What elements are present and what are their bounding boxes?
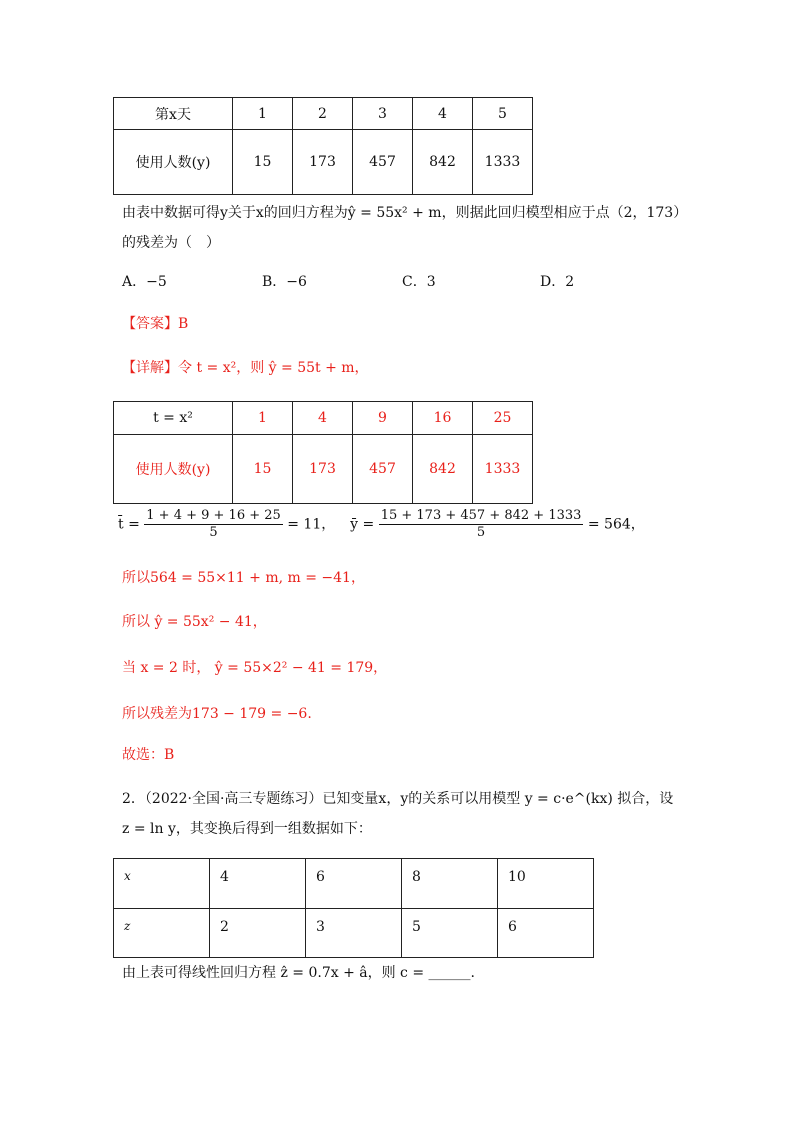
mean-y-numerator: 15 + 173 + 457 + 842 + 1333 xyxy=(380,508,582,523)
question-stem-line2: 的残差为（ ） xyxy=(122,235,220,251)
solution-residual-line: 所以残差为173 − 179 = −6. xyxy=(122,706,312,722)
mean-y-fraction xyxy=(379,508,584,541)
table-cell: 3 xyxy=(353,98,413,130)
question2-line1: 2．（2022·全国·高三专题练习）已知变量x，y的关系可以用模型 y = c·e^(kx) 拟合，设 xyxy=(122,791,674,807)
table-cell: 842 xyxy=(413,130,473,195)
mean-t-denominator: 5 xyxy=(209,525,218,540)
table-row xyxy=(114,402,533,435)
table-cell: 2 xyxy=(293,98,353,130)
mean-y-denominator: 5 xyxy=(476,525,486,540)
table-cell: 10 xyxy=(498,859,594,909)
table-cell: 1333 xyxy=(473,435,533,504)
table-cell: x xyxy=(114,859,210,909)
mean-y-result: = 564， xyxy=(587,516,645,533)
answer-line: 【答案】B xyxy=(122,316,189,332)
solution-equation-line: 所以 ŷ = 55x² − 41， xyxy=(122,614,267,630)
question-stem-line1: 由表中数据可得y关于x的回归方程为ŷ = 55x² + m，则据此回归模型相应于点（2，173） xyxy=(122,205,688,221)
option-a: A．−5 xyxy=(122,274,167,290)
option-d: D．2 xyxy=(540,274,575,290)
mean-y-label: ȳ = xyxy=(350,516,375,533)
mean-t-label: t̄ = xyxy=(118,516,140,533)
mean-t-fraction xyxy=(144,508,283,541)
table-cell: 1 xyxy=(233,98,293,130)
table-cell: 4 xyxy=(210,859,306,909)
table-cell: 5 xyxy=(473,98,533,130)
detail-line: 【详解】令 t = x²，则 ŷ = 55t + m， xyxy=(122,360,369,376)
solution-x2-line: 当 x = 2 时， ŷ = 55×2² − 41 = 179， xyxy=(122,660,388,676)
table-x-z xyxy=(113,858,594,958)
table-cell: 842 xyxy=(413,435,473,504)
table-cell: 15 xyxy=(233,130,293,195)
table-cell: 4 xyxy=(413,98,473,130)
table-cell: 2 xyxy=(210,909,306,958)
table-cell: 使用人数(y) xyxy=(114,130,233,195)
mean-t-numerator: 1 + 4 + 9 + 16 + 25 xyxy=(146,508,281,523)
table-cell: 8 xyxy=(402,859,498,909)
table-row xyxy=(114,98,533,130)
question2-tail: 由上表可得线性回归方程 ẑ = 0.7x + â，则 c = ______. xyxy=(122,965,475,981)
option-c: C．3 xyxy=(402,274,436,290)
table-t-users xyxy=(113,401,533,504)
table-cell: 9 xyxy=(353,402,413,435)
table-row xyxy=(114,859,594,909)
table-cell: 5 xyxy=(402,909,498,958)
table-cell: t = x² xyxy=(114,402,233,435)
table-cell: 第x天 xyxy=(114,98,233,130)
option-b: B．−6 xyxy=(262,274,307,290)
mean-t-result: = 11， xyxy=(287,516,336,533)
table-cell: 1 xyxy=(233,402,293,435)
means-line xyxy=(118,508,645,541)
table-day-users xyxy=(113,97,533,195)
table-row xyxy=(114,435,533,504)
table-cell: 使用人数(y) xyxy=(114,435,233,504)
table-cell: 1333 xyxy=(473,130,533,195)
table-cell: 3 xyxy=(306,909,402,958)
solution-m-line: 所以564 = 55×11 + m, m = −41， xyxy=(122,570,365,586)
table-cell: 457 xyxy=(353,130,413,195)
solution-choice-line: 故选：B xyxy=(122,747,175,763)
table-cell: 6 xyxy=(306,859,402,909)
table-cell: 457 xyxy=(353,435,413,504)
table-cell: 173 xyxy=(293,435,353,504)
table-cell: z xyxy=(114,909,210,958)
table-cell: 16 xyxy=(413,402,473,435)
table-cell: 6 xyxy=(498,909,594,958)
question2-line2: z = ln y，其变换后得到一组数据如下： xyxy=(122,821,372,837)
table-row xyxy=(114,909,594,958)
table-cell: 4 xyxy=(293,402,353,435)
table-cell: 25 xyxy=(473,402,533,435)
table-cell: 15 xyxy=(233,435,293,504)
table-cell: 173 xyxy=(293,130,353,195)
table-row xyxy=(114,130,533,195)
